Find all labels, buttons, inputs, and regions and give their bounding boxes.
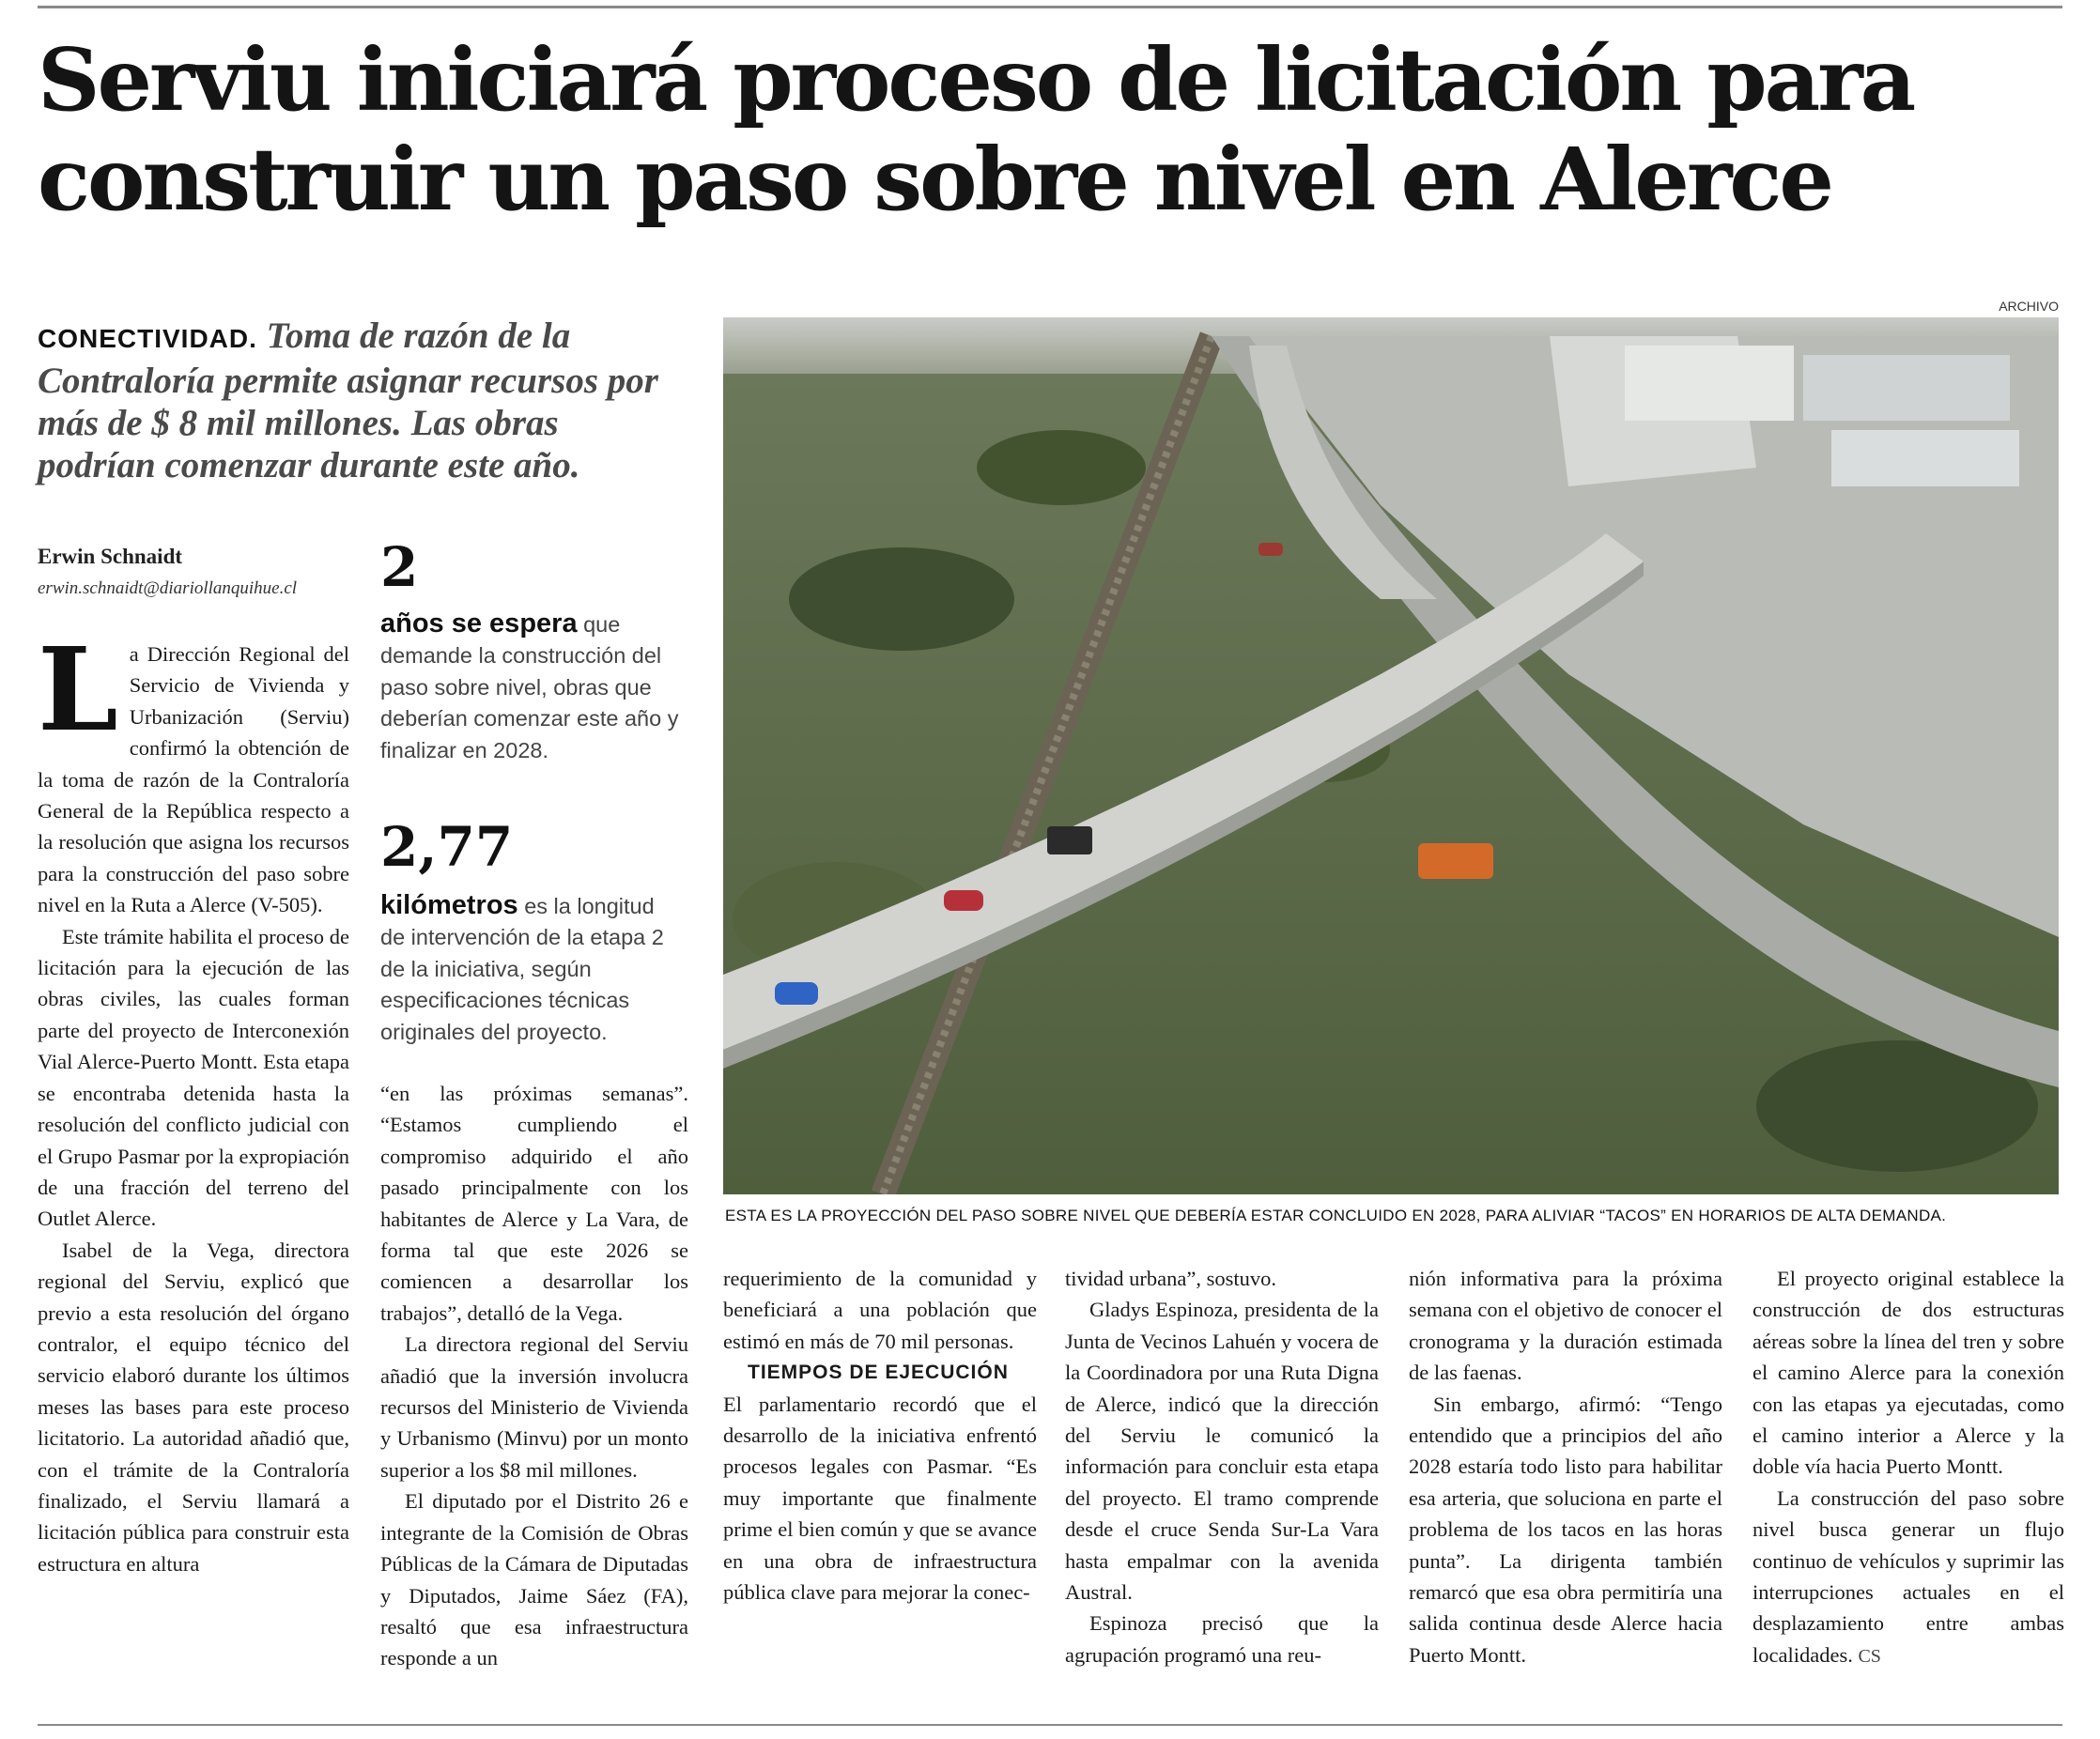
author-email: erwin.schnaidt@diariollanquihue.cl <box>38 578 298 598</box>
lead <box>38 315 686 486</box>
paragraph: tividad urbana”, sostuvo. <box>1065 1267 1276 1290</box>
stat-desc-2: es la longitud de intervención de la etapa 2 de la iniciativa, según especificaciones técnicas originales del proyecto. <box>380 894 664 1044</box>
paragraph: El proyecto original establece la construcción de dos estructuras aéreas sobre la línea del tren y sobre el camino Alerce para la conexión con las etapas ya ejecutadas, como el camino interior a Alerce y la doble vía hacia Puerto Montt. <box>1753 1267 2064 1479</box>
paragraph: “en las próximas semanas”. “Estamos cumpliendo el compromiso adquirido el año pasado principalmente con los habitantes de Alerce y La Vara, de forma tal que este 2026 se comiencen a desarrollar los trabajos”, detalló de la Vega. <box>380 1082 688 1325</box>
overpass-rendering-illustration <box>723 317 2059 1194</box>
overpass-rendering-image <box>723 317 2059 1194</box>
bottom-rule <box>38 1724 2062 1726</box>
end-mark: CS <box>1858 1645 1881 1667</box>
paragraph: Este trámite habilita el proceso de licitación para la ejecución de las obras civiles, las cuales forman parte del proyecto de Interconexión Vial Alerce-Puerto Montt. Esta etapa se encontraba detenida hasta la resolución del conflicto judicial con el Grupo Pasmar por la expropiación de una fracción del terreno del Outlet Alerce. <box>38 924 349 1231</box>
paragraph <box>38 622 349 921</box>
top-rule <box>38 6 2062 8</box>
paragraph: Sin embargo, afirmó: “Tengo entendido que a principios del año 2028 estaría todo listo para habilitar esa arteria, que soluciona en parte el problema de los tacos en las horas punta”. La dirigenta también remarcó que esa obra permitiría una salida continua desde Alerce hacia Puerto Montt. <box>1409 1392 1722 1667</box>
paragraph: requerimiento de la comunidad y beneficiará a una población que estimó en más de 70 mil personas. <box>723 1267 1037 1353</box>
paragraph: Isabel de la Vega, directora regional del Serviu, explicó que previo a esta resolución del órgano contralor, el equipo técnico del servicio elaboró durante los últimos meses las bases para este proceso licitatorio. La autoridad añadió que, con el trámite de la Contraloría finalizado, el Serviu llamará a licitación pública para construir esta estructura en altura <box>38 1238 349 1576</box>
paragraph: El parlamentario recordó que el desarrollo de la iniciativa enfrentó procesos legales con Pasmar. “Es muy importante que finalmente prime el bien común y que se avance en una obra de infraestructura pública clave para mejorar la conec- <box>723 1392 1037 1605</box>
paragraph <box>1753 1483 2064 1672</box>
paragraph: Gladys Espinoza, presidenta de la Junta de Vecinos Lahuén y vocera de la Coordinadora por una Ruta Digna de Alerce, indicó que la dirección del Serviu le comunicó la información para concluir esta etapa del proyecto. El tramo comprende desde el cruce Senda Sur-La Vara hasta empalmar con la avenida Austral. <box>1065 1298 1379 1605</box>
photo-caption: ESTA ES LA PROYECCIÓN DEL PASO SOBRE NIVEL QUE DEBERÍA ESTAR CONCLUIDO EN 2028, PARA ALIVIAR “TACOS” EN HORARIOS DE ALTA DEMANDA. <box>725 1207 1947 1224</box>
paragraph: La directora regional del Serviu añadió que la inversión involucra recursos del Ministerio de Vivienda y Urbanismo (Minvu) por un monto superior a los $8 mil millones. <box>380 1332 688 1482</box>
headline: Serviu iniciará proceso de licitación para construir un paso sobre nivel en Alerce <box>38 29 1914 230</box>
lead-kicker: CONECTIVIDAD. <box>38 324 257 353</box>
stat-number-2: 2,77 <box>380 815 514 879</box>
article-column-2 <box>380 1078 688 1674</box>
lead-text: Toma de razón de la Contraloría permite asignar recursos por más de $ 8 mil millones. Las obras podrían comenzar durante este año. <box>38 315 658 485</box>
stat-desc-1: que demande la construcción del paso sobre nivel, obras que deberían comenzar este año y finalizar en 2028. <box>380 612 679 762</box>
stat-bold-1: años se espera <box>380 608 578 639</box>
subheading: TIEMPOS DE EJECUCIÓN <box>748 1362 1009 1384</box>
drop-cap: L <box>38 622 118 757</box>
article-column-6 <box>1753 1263 2064 1672</box>
article-column-5 <box>1409 1263 1722 1670</box>
paragraph: El diputado por el Distrito 26 e integrante de la Comisión de Obras Públicas de la Cámara de Diputadas y Diputados, Jaime Sáez (FA), resaltó que esa infraestructura responde a un <box>380 1489 688 1670</box>
author-name: Erwin Schnaidt <box>38 545 183 568</box>
paragraph: Espinoza precisó que la agrupación programó una reu- <box>1065 1611 1379 1667</box>
article-column-4 <box>1065 1263 1379 1670</box>
paragraph-text: La construcción del paso sobre nivel busca generar un flujo continuo de vehículos y suprimir las interrupciones actuales en el desplazamiento entre ambas localidades. <box>1753 1485 2064 1667</box>
photo-credit: ARCHIVO <box>1999 299 2059 314</box>
stat-text-1 <box>380 608 683 766</box>
stat-bold-2: kilómetros <box>380 890 518 920</box>
paragraph: nión informativa para la próxima semana con el objetivo de conocer el cronograma y la duración estimada de las faenas. <box>1409 1267 1722 1385</box>
article-column-3 <box>723 1263 1037 1608</box>
stat-number-1: 2 <box>380 535 419 599</box>
article-column-1 <box>38 622 349 1579</box>
stat-text-2 <box>380 890 683 1048</box>
paragraph-text: a Dirección Regional del Servicio de Vivienda y Urbanización (Serviu) confirmó la obtención de la toma de razón de la Contraloría General de la República respecto a la resolución que asigna los recursos para la construcción del paso sobre nivel en la Ruta a Alerce (V-505). <box>38 642 349 917</box>
